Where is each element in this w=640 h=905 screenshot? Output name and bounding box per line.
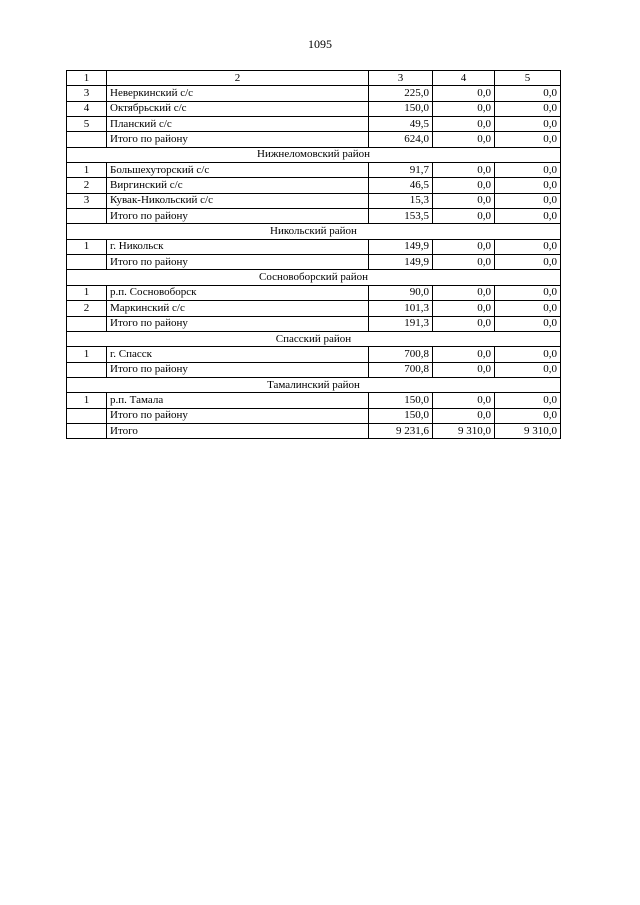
table-row [67,316,561,331]
name-cell: Планский с/с [107,117,369,132]
value-col3-cell: 149,9 [369,239,433,254]
section-header-row [67,147,561,162]
row-number-cell [67,132,107,147]
value-col5-cell: 0,0 [495,301,561,316]
name-cell: г. Спасск [107,347,369,362]
value-col3-cell: 49,5 [369,117,433,132]
value-col3-cell: 9 231,6 [369,423,433,438]
district-title: Сосновоборский район [67,270,561,285]
header-cell: 5 [495,71,561,86]
header-cell: 1 [67,71,107,86]
table-row [67,209,561,224]
value-col3-cell: 153,5 [369,209,433,224]
value-col5-cell: 0,0 [495,393,561,408]
data-table [66,70,561,439]
table-row [67,285,561,300]
section-header-row [67,377,561,392]
value-col5-cell: 0,0 [495,209,561,224]
value-col5-cell: 0,0 [495,255,561,270]
section-header-row [67,224,561,239]
row-number-cell: 5 [67,117,107,132]
row-number-cell: 1 [67,393,107,408]
value-col3-cell: 15,3 [369,193,433,208]
value-col3-cell: 624,0 [369,132,433,147]
name-cell: Кувак-Никольский с/с [107,193,369,208]
section-header-row [67,331,561,346]
value-col5-cell: 9 310,0 [495,423,561,438]
row-number-cell: 3 [67,193,107,208]
row-number-cell [67,423,107,438]
value-col3-cell: 700,8 [369,347,433,362]
value-col4-cell: 0,0 [433,101,495,116]
district-title: Тамалинский район [67,377,561,392]
value-col5-cell: 0,0 [495,163,561,178]
table-row [67,132,561,147]
value-col5-cell: 0,0 [495,239,561,254]
table-body [67,71,561,439]
value-col5-cell: 0,0 [495,117,561,132]
value-col3-cell: 101,3 [369,301,433,316]
name-cell: Итого по району [107,408,369,423]
table-row [67,347,561,362]
row-number-cell: 1 [67,285,107,300]
value-col4-cell: 0,0 [433,347,495,362]
value-col5-cell: 0,0 [495,408,561,423]
name-cell: р.п. Тамала [107,393,369,408]
value-col3-cell: 46,5 [369,178,433,193]
value-col5-cell: 0,0 [495,193,561,208]
district-title: Никольский район [67,224,561,239]
name-cell: Итого [107,423,369,438]
value-col4-cell: 0,0 [433,316,495,331]
value-col3-cell: 150,0 [369,393,433,408]
table-header-row [67,71,561,86]
table-row [67,255,561,270]
row-number-cell [67,316,107,331]
row-number-cell: 3 [67,86,107,101]
name-cell: Итого по району [107,132,369,147]
value-col4-cell: 0,0 [433,163,495,178]
value-col4-cell: 0,0 [433,86,495,101]
value-col5-cell: 0,0 [495,285,561,300]
value-col4-cell: 0,0 [433,117,495,132]
value-col4-cell: 0,0 [433,132,495,147]
value-col4-cell: 9 310,0 [433,423,495,438]
name-cell: р.п. Сосновоборск [107,285,369,300]
value-col4-cell: 0,0 [433,301,495,316]
value-col5-cell: 0,0 [495,316,561,331]
name-cell: Неверкинский с/с [107,86,369,101]
value-col5-cell: 0,0 [495,178,561,193]
header-cell: 4 [433,71,495,86]
name-cell: Большехуторский с/с [107,163,369,178]
name-cell: Маркинский с/с [107,301,369,316]
value-col5-cell: 0,0 [495,132,561,147]
value-col4-cell: 0,0 [433,209,495,224]
row-number-cell: 4 [67,101,107,116]
page-number: 1095 [308,37,332,51]
value-col3-cell: 150,0 [369,101,433,116]
row-number-cell: 1 [67,347,107,362]
row-number-cell: 1 [67,239,107,254]
value-col4-cell: 0,0 [433,239,495,254]
row-number-cell [67,408,107,423]
section-header-row [67,270,561,285]
district-title: Спасский район [67,331,561,346]
value-col5-cell: 0,0 [495,86,561,101]
value-col5-cell: 0,0 [495,101,561,116]
name-cell: Итого по району [107,362,369,377]
table-row [67,239,561,254]
row-number-cell [67,255,107,270]
row-number-cell [67,362,107,377]
row-number-cell: 1 [67,163,107,178]
row-number-cell: 2 [67,301,107,316]
table-row [67,101,561,116]
row-number-cell: 2 [67,178,107,193]
value-col4-cell: 0,0 [433,285,495,300]
value-col4-cell: 0,0 [433,362,495,377]
value-col3-cell: 150,0 [369,408,433,423]
name-cell: Виргинский с/с [107,178,369,193]
table-row [67,193,561,208]
value-col3-cell: 700,8 [369,362,433,377]
value-col4-cell: 0,0 [433,255,495,270]
value-col3-cell: 149,9 [369,255,433,270]
header-cell: 3 [369,71,433,86]
row-number-cell [67,209,107,224]
value-col4-cell: 0,0 [433,193,495,208]
value-col4-cell: 0,0 [433,408,495,423]
district-title: Нижнеломовский район [67,147,561,162]
table-row [67,178,561,193]
name-cell: Итого по району [107,209,369,224]
table-row [67,393,561,408]
table-row [67,423,561,438]
name-cell: г. Никольск [107,239,369,254]
table-row [67,301,561,316]
table-row [67,117,561,132]
name-cell: Октябрьский с/с [107,101,369,116]
value-col3-cell: 191,3 [369,316,433,331]
value-col3-cell: 90,0 [369,285,433,300]
name-cell: Итого по району [107,316,369,331]
value-col5-cell: 0,0 [495,362,561,377]
value-col3-cell: 91,7 [369,163,433,178]
value-col5-cell: 0,0 [495,347,561,362]
table-row [67,408,561,423]
table-row [67,163,561,178]
table-row [67,86,561,101]
name-cell: Итого по району [107,255,369,270]
value-col3-cell: 225,0 [369,86,433,101]
table-row [67,362,561,377]
header-cell: 2 [107,71,369,86]
value-col4-cell: 0,0 [433,178,495,193]
value-col4-cell: 0,0 [433,393,495,408]
